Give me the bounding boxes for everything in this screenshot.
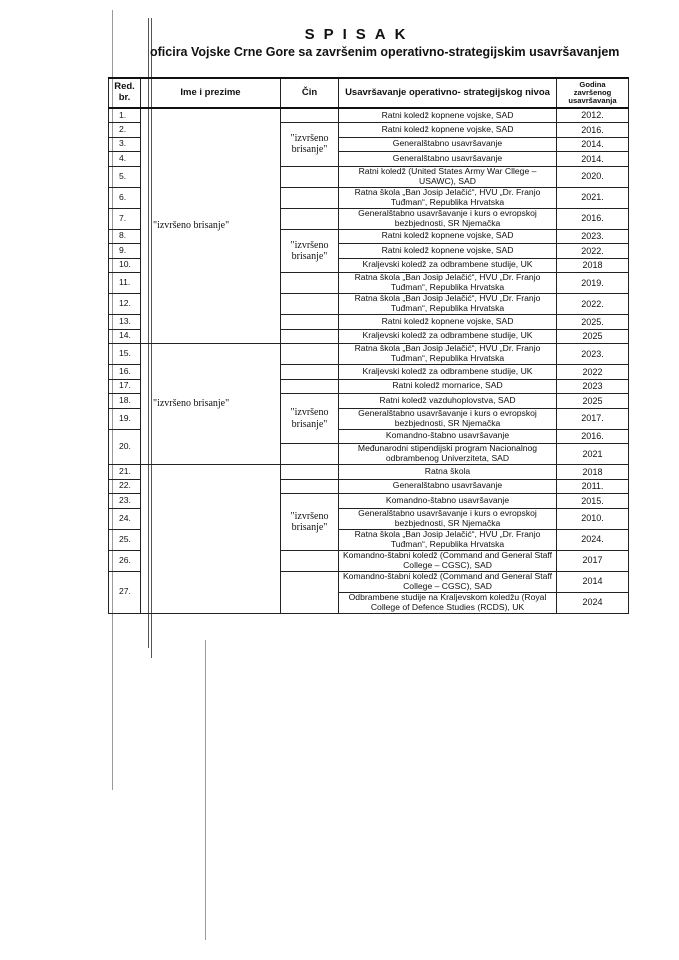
row-number: 9. <box>109 244 141 259</box>
rank-cell <box>281 166 339 187</box>
row-number: 4. <box>109 152 141 167</box>
row-number: 27. <box>109 571 141 613</box>
year-cell: 2024 <box>557 592 629 613</box>
year-cell: 2022. <box>557 244 629 259</box>
course-cell: Ratna škola „Ban Josip Jelačić“, HVU „Dr. Franjo Tuđman“, Republika Hrvatska <box>339 294 557 315</box>
course-cell: Odbrambene studije na Kraljevskom koledžu (Royal College of Defence Studies (RCDS), UK <box>339 592 557 613</box>
course-cell: Ratni koledž kopnene vojske, SAD <box>339 244 557 259</box>
year-cell: 2025 <box>557 394 629 409</box>
row-number: 17. <box>109 379 141 394</box>
rank-cell <box>281 187 339 208</box>
row-number: 23. <box>109 494 141 509</box>
year-cell: 2023 <box>557 379 629 394</box>
course-cell: Kraljevski koledž za odbrambene studije, UK <box>339 329 557 344</box>
row-number: 15. <box>109 344 141 365</box>
course-cell: Generalštabno usavršavanje i kurs o evropskoj bezbjednosti, SR Njemačka <box>339 508 557 529</box>
name-cell <box>141 465 281 614</box>
year-cell: 2015. <box>557 494 629 509</box>
row-number: 24. <box>109 508 141 529</box>
row-number: 12. <box>109 294 141 315</box>
year-cell: 2017 <box>557 550 629 571</box>
year-cell: 2014 <box>557 571 629 592</box>
rank-redacted: "izvršeno brisanje" <box>281 494 339 551</box>
course-cell: Komandno-štabno usavršavanje <box>339 494 557 509</box>
header-rank: Čin <box>281 78 339 108</box>
rank-cell <box>281 465 339 480</box>
course-cell: Ratni koledž (United States Army War Cllege – USAWC), SAD <box>339 166 557 187</box>
header-no: Red. br. <box>109 78 141 108</box>
row-number: 1. <box>109 108 141 123</box>
row-number: 7. <box>109 208 141 229</box>
officers-table <box>108 77 629 614</box>
course-cell: Ratna škola „Ban Josip Jelačić“, HVU „Dr. Franjo Tuđman“, Republika Hrvatska <box>339 187 557 208</box>
row-number: 26. <box>109 550 141 571</box>
course-cell: Generalštabno usavršavanje <box>339 479 557 494</box>
scan-line <box>205 640 206 940</box>
row-number: 19. <box>109 408 141 429</box>
row-number: 8. <box>109 229 141 244</box>
row-number: 20. <box>109 429 141 465</box>
table-row <box>109 108 629 123</box>
year-cell: 2017. <box>557 408 629 429</box>
name-redacted: "izvršeno brisanje" <box>141 108 281 344</box>
rank-redacted: "izvršeno brisanje" <box>281 123 339 167</box>
rank-cell <box>281 108 339 123</box>
table-row <box>109 344 629 365</box>
rank-cell <box>281 273 339 294</box>
course-cell: Generalštabno usavršavanje i kurs o evropskoj bezbjednosti, SR Njemačka <box>339 408 557 429</box>
year-cell: 2018 <box>557 258 629 273</box>
year-cell: 2021 <box>557 444 629 465</box>
row-number: 14. <box>109 329 141 344</box>
course-cell: Komandno-štabni koledž (Command and General Staff College – CGSC), SAD <box>339 550 557 571</box>
course-cell: Generalštabno usavršavanje <box>339 137 557 152</box>
row-number: 18. <box>109 394 141 409</box>
rank-cell <box>281 571 339 613</box>
table-row <box>109 465 629 480</box>
rank-cell <box>281 550 339 571</box>
year-cell: 2022. <box>557 294 629 315</box>
course-cell: Ratni koledž kopnene vojske, SAD <box>339 123 557 138</box>
year-cell: 2020. <box>557 166 629 187</box>
document-title: SPISAK <box>304 26 415 43</box>
row-number: 10. <box>109 258 141 273</box>
row-number: 2. <box>109 123 141 138</box>
year-cell: 2014. <box>557 137 629 152</box>
rank-cell <box>281 379 339 394</box>
year-cell: 2025 <box>557 329 629 344</box>
rank-cell <box>281 294 339 315</box>
row-number: 25. <box>109 529 141 550</box>
row-number: 11. <box>109 273 141 294</box>
course-cell: Generalštabno usavršavanje i kurs o evropskoj bezbjednosti, SR Njemačka <box>339 208 557 229</box>
rank-cell <box>281 344 339 365</box>
rank-cell <box>281 329 339 344</box>
row-number: 16. <box>109 365 141 380</box>
row-number: 6. <box>109 187 141 208</box>
header-course: Usavršavanje operativno- strategijskog nivoa <box>339 78 557 108</box>
rank-cell <box>281 208 339 229</box>
course-cell: Ratni koledž mornarice, SAD <box>339 379 557 394</box>
year-cell: 2024. <box>557 529 629 550</box>
header-name: Ime i prezime <box>141 78 281 108</box>
year-cell: 2023. <box>557 344 629 365</box>
year-cell: 2023. <box>557 229 629 244</box>
header-year: Godina završenog usavršavanja <box>557 78 629 108</box>
rank-cell <box>281 365 339 380</box>
course-cell: Ratna škola „Ban Josip Jelačić“, HVU „Dr. Franjo Tuđman“, Republika Hrvatska <box>339 344 557 365</box>
course-cell: Kraljevski koledž za odbrambene studije, UK <box>339 365 557 380</box>
course-cell: Ratni koledž kopnene vojske, SAD <box>339 108 557 123</box>
year-cell: 2022 <box>557 365 629 380</box>
rank-redacted: "izvršeno brisanje" <box>281 229 339 273</box>
course-cell: Ratna škola „Ban Josip Jelačić“, HVU „Dr. Franjo Tuđman“, Republika Hrvatska <box>339 529 557 550</box>
year-cell: 2018 <box>557 465 629 480</box>
course-cell: Generalštabno usavršavanje <box>339 152 557 167</box>
rank-redacted: "izvršeno brisanje" <box>281 394 339 444</box>
year-cell: 2011. <box>557 479 629 494</box>
course-cell: Komandno-štabni koledž (Command and General Staff College – CGSC), SAD <box>339 571 557 592</box>
row-number: 5. <box>109 166 141 187</box>
year-cell: 2019. <box>557 273 629 294</box>
year-cell: 2021. <box>557 187 629 208</box>
course-cell: Ratni koledž kopnene vojske, SAD <box>339 229 557 244</box>
rank-cell <box>281 315 339 330</box>
year-cell: 2010. <box>557 508 629 529</box>
year-cell: 2016. <box>557 123 629 138</box>
row-number: 21. <box>109 465 141 480</box>
course-cell: Ratni koledž vazduhoplovstva, SAD <box>339 394 557 409</box>
table-header-row <box>109 78 629 108</box>
course-cell: Kraljevski koledž za odbrambene studije, UK <box>339 258 557 273</box>
year-cell: 2014. <box>557 152 629 167</box>
row-number: 13. <box>109 315 141 330</box>
row-number: 3. <box>109 137 141 152</box>
course-cell: Međunarodni stipendijski program Nacionalnog odbrambenog Univerziteta, SAD <box>339 444 557 465</box>
document-subtitle: oficira Vojske Crne Gore sa završenim operativno-strategijskim usavršavanjem <box>150 45 620 59</box>
course-cell: Ratni koledž kopnene vojske, SAD <box>339 315 557 330</box>
rank-cell <box>281 479 339 494</box>
year-cell: 2016. <box>557 429 629 444</box>
row-number: 22. <box>109 479 141 494</box>
year-cell: 2016. <box>557 208 629 229</box>
name-redacted: "izvršeno brisanje" <box>141 344 281 465</box>
year-cell: 2025. <box>557 315 629 330</box>
course-cell: Komandno-štabno usavršavanje <box>339 429 557 444</box>
course-cell: Ratna škola „Ban Josip Jelačić“, HVU „Dr. Franjo Tuđman“, Republika Hrvatska <box>339 273 557 294</box>
rank-cell <box>281 444 339 465</box>
course-cell: Ratna škola <box>339 465 557 480</box>
year-cell: 2012. <box>557 108 629 123</box>
